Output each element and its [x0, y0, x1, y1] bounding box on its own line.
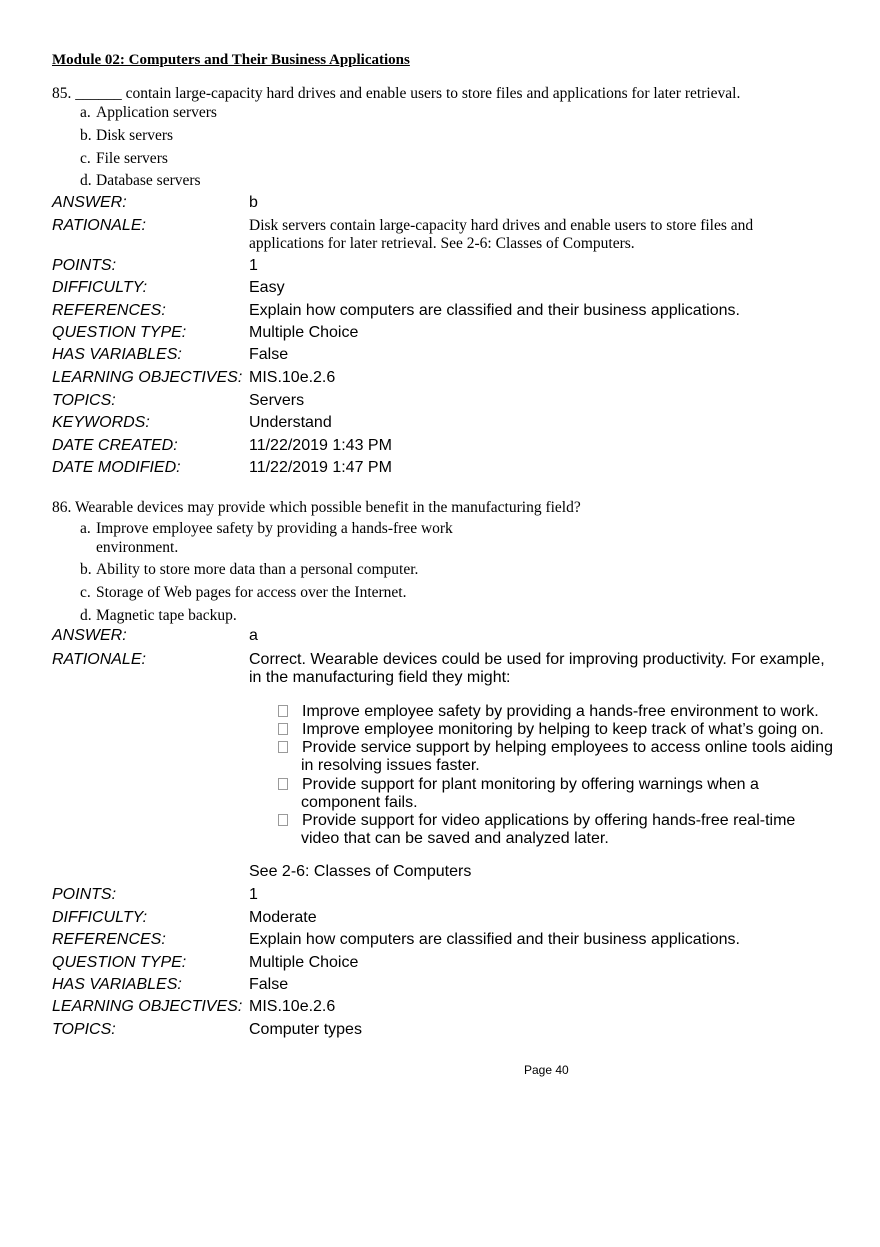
difficulty-label: DIFFICULTY: — [52, 279, 148, 296]
rationale-bullet — [278, 721, 824, 739]
choice-d — [80, 171, 201, 190]
page-number: Page 40 — [524, 1063, 569, 1077]
choice-letter: d. — [80, 607, 92, 624]
choice-letter: a. — [80, 104, 91, 121]
checkbox-glyph-icon — [278, 723, 288, 735]
checkbox-glyph-icon — [278, 778, 288, 790]
choice-text: Storage of Web pages for access over the Internet. — [96, 584, 407, 601]
choice-text: Disk servers — [96, 127, 174, 144]
answer-label: ANSWER: — [52, 194, 127, 211]
module-title: Module 02: Computers and Their Business Applications — [52, 52, 410, 68]
question-type-value: Multiple Choice — [249, 324, 359, 341]
keywords-value: Understand — [249, 414, 332, 431]
difficulty-label: DIFFICULTY: — [52, 909, 148, 926]
choice-b — [80, 126, 173, 145]
references-label: REFERENCES: — [52, 931, 166, 948]
topics-label: TOPICS: — [52, 392, 116, 409]
choice-letter: d. — [80, 172, 92, 189]
topics-value: Servers — [249, 392, 305, 409]
choice-text: Improve employee safety by providing a hands-free work — [96, 520, 453, 537]
question-stem: 86. Wearable devices may provide which possible benefit in the manufacturing field? — [52, 499, 581, 516]
choice-text: Magnetic tape backup. — [96, 607, 237, 624]
answer-label: ANSWER: — [52, 627, 127, 644]
references-label: REFERENCES: — [52, 302, 166, 319]
references-value: Explain how computers are classified and their business applications. — [249, 302, 740, 319]
rationale-bullet — [278, 812, 795, 848]
topics-label: TOPICS: — [52, 1021, 116, 1038]
checkbox-glyph-icon — [278, 741, 288, 753]
answer-value: b — [249, 194, 258, 211]
question-type-label: QUESTION TYPE: — [52, 954, 187, 971]
has-variables-label: HAS VARIABLES: — [52, 976, 182, 993]
points-label: POINTS: — [52, 886, 117, 903]
rationale-label: RATIONALE: — [52, 651, 146, 668]
has-variables-label: HAS VARIABLES: — [52, 346, 182, 363]
choice-text: Application servers — [96, 104, 217, 121]
choice-b — [80, 560, 418, 579]
choice-d — [80, 606, 237, 625]
references-value: Explain how computers are classified and their business applications. — [249, 931, 740, 948]
choice-c — [80, 149, 168, 168]
points-label: POINTS: — [52, 257, 117, 274]
learning-objectives-label: LEARNING OBJECTIVES: — [52, 369, 243, 386]
choice-c — [80, 583, 407, 602]
rationale-bullet-continued: component fails. — [301, 794, 418, 811]
learning-objectives-value: MIS.10e.2.6 — [249, 369, 336, 386]
question-type-value: Multiple Choice — [249, 954, 359, 971]
date-created-value: 11/22/2019 1:43 PM — [249, 437, 392, 454]
topics-value: Computer types — [249, 1021, 362, 1038]
date-modified-label: DATE MODIFIED: — [52, 459, 181, 476]
rationale-label: RATIONALE: — [52, 217, 146, 234]
choice-text: Database servers — [96, 172, 201, 189]
rationale-intro: Correct. Wearable devices could be used for improving productivity. For example, in the manufacturing field they might: — [249, 651, 825, 686]
choice-letter: c. — [80, 584, 91, 601]
has-variables-value: False — [249, 976, 289, 993]
answer-value: a — [249, 627, 258, 644]
choice-letter: a. — [80, 520, 91, 537]
choice-letter: b. — [80, 127, 92, 144]
rationale-bullet-text: Provide support for video applications by offering hands-free real-time — [302, 812, 796, 829]
rationale-bullet — [278, 776, 759, 812]
choice-text: File servers — [96, 150, 168, 167]
difficulty-value: Moderate — [249, 909, 317, 926]
date-created-label: DATE CREATED: — [52, 437, 178, 454]
rationale-bullet-text: Provide support for plant monitoring by offering warnings when a — [302, 776, 759, 793]
learning-objectives-label: LEARNING OBJECTIVES: — [52, 998, 243, 1015]
rationale-bullet-text: Improve employee safety by providing a hands-free environment to work. — [302, 703, 819, 720]
has-variables-value: False — [249, 346, 289, 363]
question-type-label: QUESTION TYPE: — [52, 324, 187, 341]
rationale-bullet-continued: video that can be saved and analyzed later. — [301, 830, 609, 847]
choice-text: Ability to store more data than a personal computer. — [96, 561, 419, 578]
rationale-bullet-text: Provide service support by helping employees to access online tools aiding — [302, 739, 833, 756]
points-value: 1 — [249, 886, 258, 903]
choice-letter: c. — [80, 150, 91, 167]
question-stem: 85. ______ contain large-capacity hard drives and enable users to store files and applications for later retrieval. — [52, 85, 741, 102]
choice-letter: b. — [80, 561, 92, 578]
rationale-bullet-continued: in resolving issues faster. — [301, 757, 480, 774]
checkbox-glyph-icon — [278, 814, 288, 826]
learning-objectives-value: MIS.10e.2.6 — [249, 998, 336, 1015]
rationale-see: See 2-6: Classes of Computers — [249, 863, 472, 880]
difficulty-value: Easy — [249, 279, 285, 296]
keywords-label: KEYWORDS: — [52, 414, 150, 431]
choice-a — [80, 103, 217, 122]
rationale-value: Disk servers contain large-capacity hard drives and enable users to store files and applications for later retrieval. See 2-6: Classes of Computers. — [249, 217, 754, 252]
points-value: 1 — [249, 257, 258, 274]
choice-a — [80, 519, 453, 557]
rationale-bullet — [278, 739, 833, 775]
checkbox-glyph-icon — [278, 705, 288, 717]
rationale-bullet-text: Improve employee monitoring by helping to keep track of what’s going on. — [302, 721, 824, 738]
choice-text-continued: environment. — [96, 539, 179, 556]
date-modified-value: 11/22/2019 1:47 PM — [249, 459, 392, 476]
rationale-bullet — [278, 703, 819, 721]
